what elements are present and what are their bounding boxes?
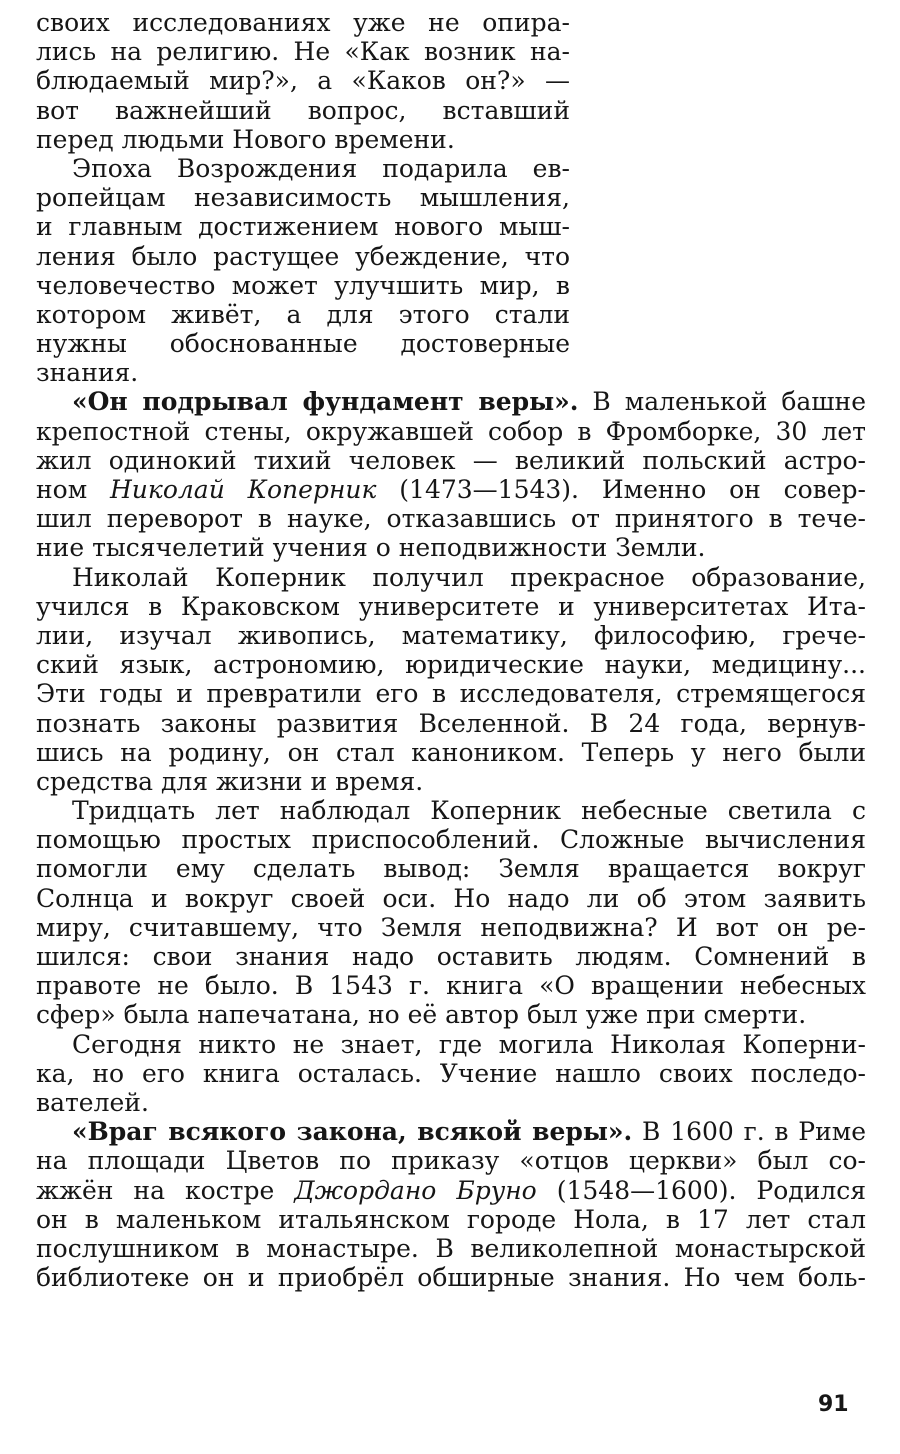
text-fragment: (1548—1600). Родился bbox=[536, 1175, 866, 1205]
text-line: нужны обоснованные достоверные bbox=[36, 329, 570, 359]
text-fragment: ном bbox=[36, 475, 110, 504]
text-line: жил одинокий тихий человек — великий польский астро- bbox=[36, 445, 866, 475]
person-name-copernicus: Николай Коперник bbox=[110, 475, 377, 504]
text-line: на площади Цветов по приказу «отцов церкви» был со- bbox=[36, 1146, 866, 1176]
text-fragment: В 1600 г. в Риме bbox=[632, 1117, 867, 1147]
text-line: котором живёт, а для этого стали bbox=[36, 299, 570, 329]
text-line: шил переворот в науке, отказавшись от принятого в тече- bbox=[36, 504, 866, 534]
text-line: лись на религию. Не «Как возник на- bbox=[36, 37, 570, 67]
text-line bbox=[36, 1117, 866, 1146]
page-text bbox=[36, 8, 866, 1292]
text-line: блюдаемый мир?», а «Каков он?» — bbox=[36, 66, 570, 96]
section-heading-bruno: «Враг всякого закона, всякой веры». bbox=[72, 1117, 633, 1147]
text-line: Эпоха Возрождения подарила ев- bbox=[72, 153, 570, 183]
paragraph bbox=[36, 796, 866, 1030]
text-line: сфер» была напечатана, но её автор был уже при смерти. bbox=[36, 1000, 807, 1030]
text-line: Сегодня никто не знает, где могила Николая Коперни- bbox=[72, 1029, 866, 1059]
text-line: вателей. bbox=[36, 1087, 149, 1117]
text-line: перед людьми Нового времени. bbox=[36, 124, 455, 154]
text-line: ропейцам независимость мышления, bbox=[36, 183, 570, 213]
text-line: средства для жизни и время. bbox=[36, 766, 424, 796]
text-line: миру, считавшему, что Земля неподвижна? И вот он ре- bbox=[36, 912, 866, 942]
text-line: крепостной стены, окружавшей собор в Фромборке, 30 лет bbox=[36, 416, 866, 446]
text-line: помогли ему сделать вывод: Земля вращается вокруг bbox=[36, 854, 866, 884]
person-name-bruno: Джордано Бруно bbox=[294, 1175, 537, 1205]
text-line: знания. bbox=[36, 358, 139, 388]
text-line bbox=[36, 1176, 866, 1205]
paragraph bbox=[36, 563, 866, 797]
text-line: помощью простых приспособлений. Сложные вычисления bbox=[36, 825, 866, 855]
text-fragment: (1473—1543). Именно он совер- bbox=[376, 475, 866, 504]
text-line: правоте не было. В 1543 г. книга «О вращении небесных bbox=[36, 971, 866, 1001]
text-line: и главным достижением нового мыш- bbox=[36, 212, 570, 242]
text-line: своих исследованиях уже не опира- bbox=[36, 8, 570, 37]
paragraph bbox=[36, 154, 866, 388]
text-line: вот важнейший вопрос, вставший bbox=[36, 95, 570, 125]
text-line: ский язык, астрономию, юридические науки, медицину... bbox=[36, 650, 866, 680]
paragraph-bruno bbox=[36, 1117, 866, 1292]
text-line: Эти годы и превратили его в исследователя, стремящегося bbox=[36, 679, 866, 709]
paragraph-copernicus bbox=[36, 387, 866, 562]
text-line: Солнца и вокруг своей оси. Но надо ли об этом заявить bbox=[36, 883, 866, 913]
text-line: учился в Краковском университете и университетах Ита- bbox=[36, 591, 866, 621]
section-heading-copernicus: «Он подрывал фундамент веры». bbox=[72, 387, 579, 417]
text-line: познать законы развития Вселенной. В 24 года, вернув- bbox=[36, 708, 866, 738]
paragraph bbox=[36, 1030, 866, 1118]
text-line: библиотеке он и приобрёл обширные знания. Но чем боль- bbox=[36, 1263, 866, 1293]
text-line: ления было растущее убеждение, что bbox=[36, 241, 570, 271]
text-line: Николай Коперник получил прекрасное образование, bbox=[72, 562, 866, 592]
text-line: послушником в монастыре. В великолепной монастырской bbox=[36, 1233, 866, 1263]
text-line: шился: свои знания надо оставить людям. Сомнений в bbox=[36, 942, 866, 971]
text-fragment: жжён на костре bbox=[36, 1175, 295, 1205]
text-line: Тридцать лет наблюдал Коперник небесные светила с bbox=[72, 796, 866, 826]
text-line: ка, но его книга осталась. Учение нашло своих последо- bbox=[36, 1058, 866, 1088]
text-fragment: В маленькой башне bbox=[578, 387, 866, 417]
text-line bbox=[36, 475, 866, 504]
text-line bbox=[36, 387, 866, 416]
paragraph bbox=[36, 8, 866, 154]
text-line: шись на родину, он стал каноником. Теперь у него были bbox=[36, 737, 866, 767]
page-number: 91 bbox=[818, 1392, 849, 1417]
text-line: ние тысячелетий учения о неподвижности Земли. bbox=[36, 533, 706, 563]
text-line: он в маленьком итальянском городе Нола, в 17 лет стал bbox=[36, 1204, 866, 1234]
text-line: лии, изучал живопись, математику, философию, грече- bbox=[36, 620, 866, 650]
text-line: человечество может улучшить мир, в bbox=[36, 270, 570, 300]
